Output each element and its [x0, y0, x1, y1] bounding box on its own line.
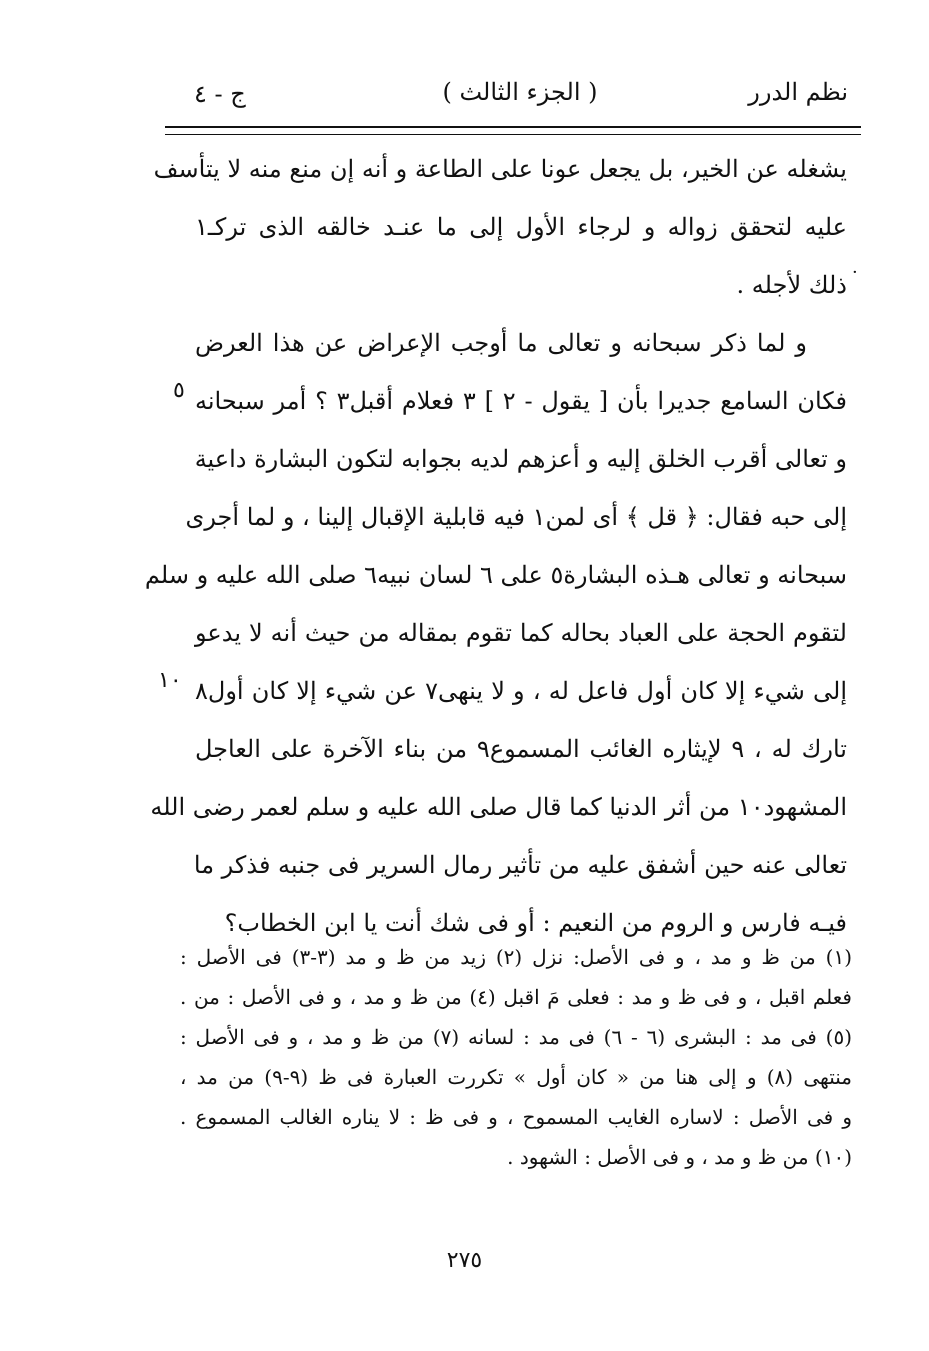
line-number-5: ٥ [173, 378, 185, 403]
text-line: فكان السامع جديرا بأن [ يقول - ٢ ] ٣ فعلام أقبل٣ ؟ أمر سبحانه [195, 387, 848, 415]
volume-number: ج - ٤ [194, 80, 246, 108]
footnotes [180, 937, 852, 1177]
footnote-line: (١٠) من ظ و مد ، و فى الأصل : الشهود . [507, 1145, 852, 1169]
text-line: تعالى عنه حين أشفق عليه من تأثير رمال السرير فى جنبه فذكر ما [193, 851, 847, 879]
text-line: سبحانه و تعالى هـذه البشارة٥ على ٦ لسان نبيه٦ صلى الله عليه و سلم [144, 561, 847, 589]
page-number: ٢٧٥ [446, 1248, 483, 1273]
text-line: عليه لتحقق زواله و لرجاء الأول إلى ما عنـد خالقه الذى تركـ١ [195, 213, 847, 241]
footnote-line: (٥) فى مد : البشرى (٦ - ٦) فى مد : لسانه (٧) من ظ و مد ، و فى الأصل : [180, 1025, 852, 1049]
text-line: تارك له ، ٩ لإيثاره الغائب المسموع٩ من بناء الآخرة على العاجل [195, 735, 847, 763]
text-line: ذلك لأجله . [736, 271, 847, 299]
text-line: و لما ذكر سبحانه و تعالى ما أوجب الإعراض عن هذا العرض [195, 329, 807, 357]
main-text [144, 140, 848, 952]
text-line: إلى شيء إلا كان أول فاعل له ، و لا ينهى٧ عن شيء إلا كان أول٨ [195, 677, 848, 705]
header-rule-thin [165, 134, 861, 135]
text-line: يشغله عن الخير، بل يجعل عونا على الطاعة و أنه إن منع منه لا يتأسف [153, 155, 847, 183]
book-title: نظم الدرر [748, 78, 848, 106]
running-header [180, 74, 860, 114]
text-line: المشهود١٠ من أثر الدنيا كما قال صلى الله عليه و سلم لعمر رضى الله [150, 793, 847, 821]
footnote-line: (١) من ظ و مد ، و فى الأصل: نزل (٢) زيد من ظ و مد (٣-٣) فى الأصل : [180, 945, 852, 969]
text-line: فيـه فارس و الروم من النعيم : أو فى شك أنت يا ابن الخطاب؟ [224, 909, 847, 937]
footnote-line: فعلم اقبل ، و فى ظ و مد : فعلى مَ اقبل (٤) من ظ و مد ، و فى الأصل : من . [180, 985, 852, 1009]
text-line: و تعالى أقرب الخلق إليه و أعزهم لديه بجوابه لتكون البشارة داعية [194, 445, 847, 473]
text-line: لتقوم الحجة على العباد بحاله كما تقوم بمقاله من حيث أنه لا يدعو [195, 619, 847, 647]
line-number-10: ١٠ [158, 668, 182, 693]
footnote-line: و فى الأصل : لاساره الغايب المسموح ، و فى ظ : لا يناره الغالب المسموع . [180, 1105, 852, 1129]
header-rule-thick [165, 126, 861, 128]
margin-dot: · [852, 262, 858, 283]
footnote-line: منتهى (٨) و إلى هنا من « كان أول » تكررت العبارة فى ظ (٩-٩) من مد ، [180, 1065, 852, 1089]
volume-part: ( الجزء الثالث ) [442, 78, 598, 106]
text-line: إلى حبه فقال: ﴿ قل ﴾ أى لمن١ فيه قابلية الإقبال إلينا ، و لما أجرى [185, 503, 847, 531]
